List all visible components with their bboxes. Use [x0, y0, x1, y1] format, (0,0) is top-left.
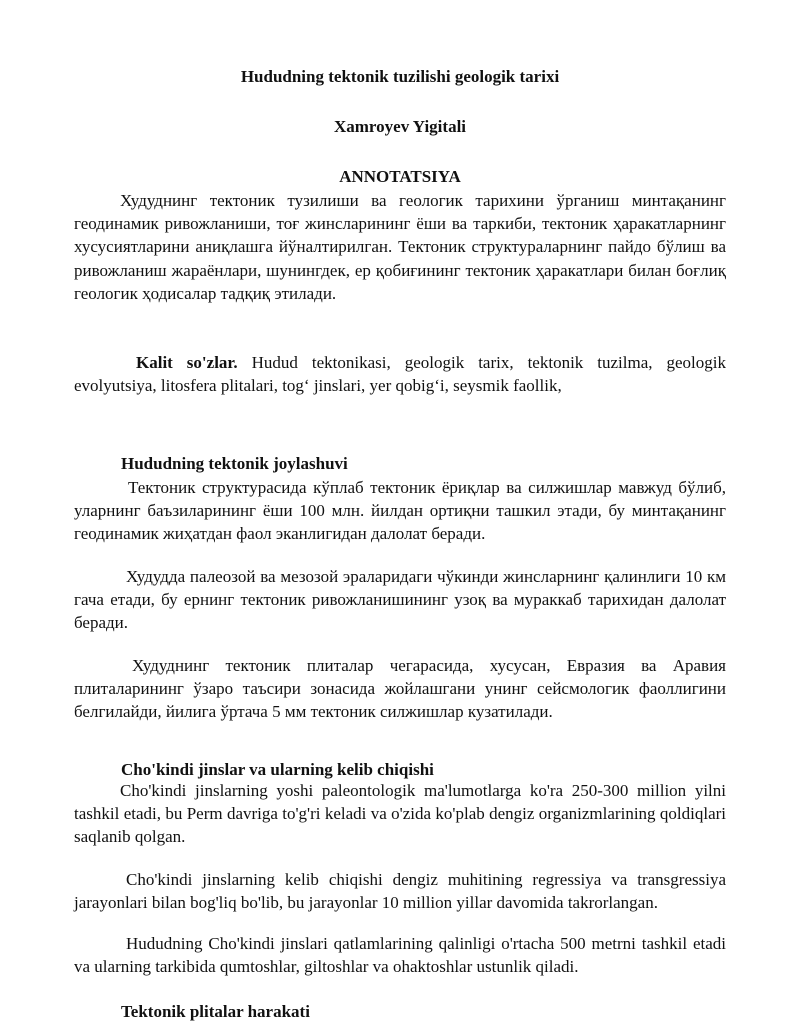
section-heading: Hududning tektonik joylashuvi [121, 454, 348, 473]
keywords-label: Kalit so'zlar. [136, 353, 238, 372]
section-paragraph: Худудда палеозой ва мезозой эраларидаги чўкинди жинсларнинг қалинлиги 10 км гача етади, бу ернинг тектоник ривожланишининг узоқ ва мураккаб тарихидан далолат беради. [74, 567, 726, 633]
section-paragraph: Тектоник структурасида кўплаб тектоник ёриқлар ва силжишлар мавжуд бўлиб, уларнинг баъзиларининг ёши 100 млн. йилдан ортиқни ташкил этади, бу минтақанинг геодинамик жиҳатдан фаол эканлигидан далолат беради. [74, 478, 726, 544]
section-body [74, 868, 726, 914]
keywords-block [74, 351, 726, 397]
section-paragraph: Cho'kindi jinslarning yoshi paleontologik ma'lumotlarga ko'ra 250-300 million yilni tashkil etadi, bu Perm davriga to'g'ri keladi va o'zida ko'plab dengiz organizmlarining qoldiqlari saqlanib qolgan. [74, 781, 726, 847]
section-heading: Cho'kindi jinslar va ularning kelib chiqishi [121, 760, 434, 779]
section-heading: Tektonik plitalar harakati [121, 1002, 310, 1021]
abstract-heading: ANNOTATSIYA [339, 167, 461, 186]
section-paragraph: Hududning Cho'kindi jinslari qatlamlarining qalinligi o'rtacha 500 metrni tashkil etadi va ularning tarkibida qumtoshlar, giltoshlar va ohaktoshlar ustunlik qiladi. [74, 934, 726, 977]
document-title: Hududning tektonik tuzilishi geologik tarixi [240, 67, 560, 86]
section-body [74, 654, 726, 724]
abstract-block [74, 189, 726, 305]
section-paragraph: Худуднинг тектоник плиталар чегарасида, хусусан, Евразия ва Аравия плиталарининг ўзаро таъсири зонасида жойлашгани унинг сейсмологик фаоллигини белгилайди, йилига ўртача 5 мм тектоник силжишлар кузатилади. [74, 656, 726, 722]
keywords-text: Hudud tektonikasi, geologik tarix, tektonik tuzilma, geologik evolyutsiya, litosfera plitalari, tog‘ jinslari, yer qobig‘i, seysmik faollik, [74, 353, 726, 396]
section-body [74, 565, 726, 635]
keywords-paragraph [74, 351, 726, 397]
abstract-paragraph: Худуднинг тектоник тузилиши ва геологик тарихини ўрганиш минтақанинг геодинамик ривожланиши, тоғ жинсларининг ёши ва таркиби, тектоник ҳаракатларнинг хусусиятларини аниқлашга йўналтирилган. Тектоник структураларнинг пайдо бўлиш ва ривожланиш жараёнлари, шунингдек, ер қобиғининг тектоник ҳаракатлари билан боғлиқ геологик ҳодисалар тадқиқ этилади. [74, 191, 726, 303]
section-body [74, 779, 726, 849]
section-body [74, 932, 726, 978]
author-name: Xamroyev Yigitali [333, 117, 467, 136]
section-body [74, 476, 726, 546]
section-paragraph: Cho'kindi jinslarning kelib chiqishi dengiz muhitining regressiya va transgressiya jarayonlari bilan bog'liq bo'lib, bu jarayonlar 10 million yillar davomida takrorlangan. [74, 870, 726, 913]
